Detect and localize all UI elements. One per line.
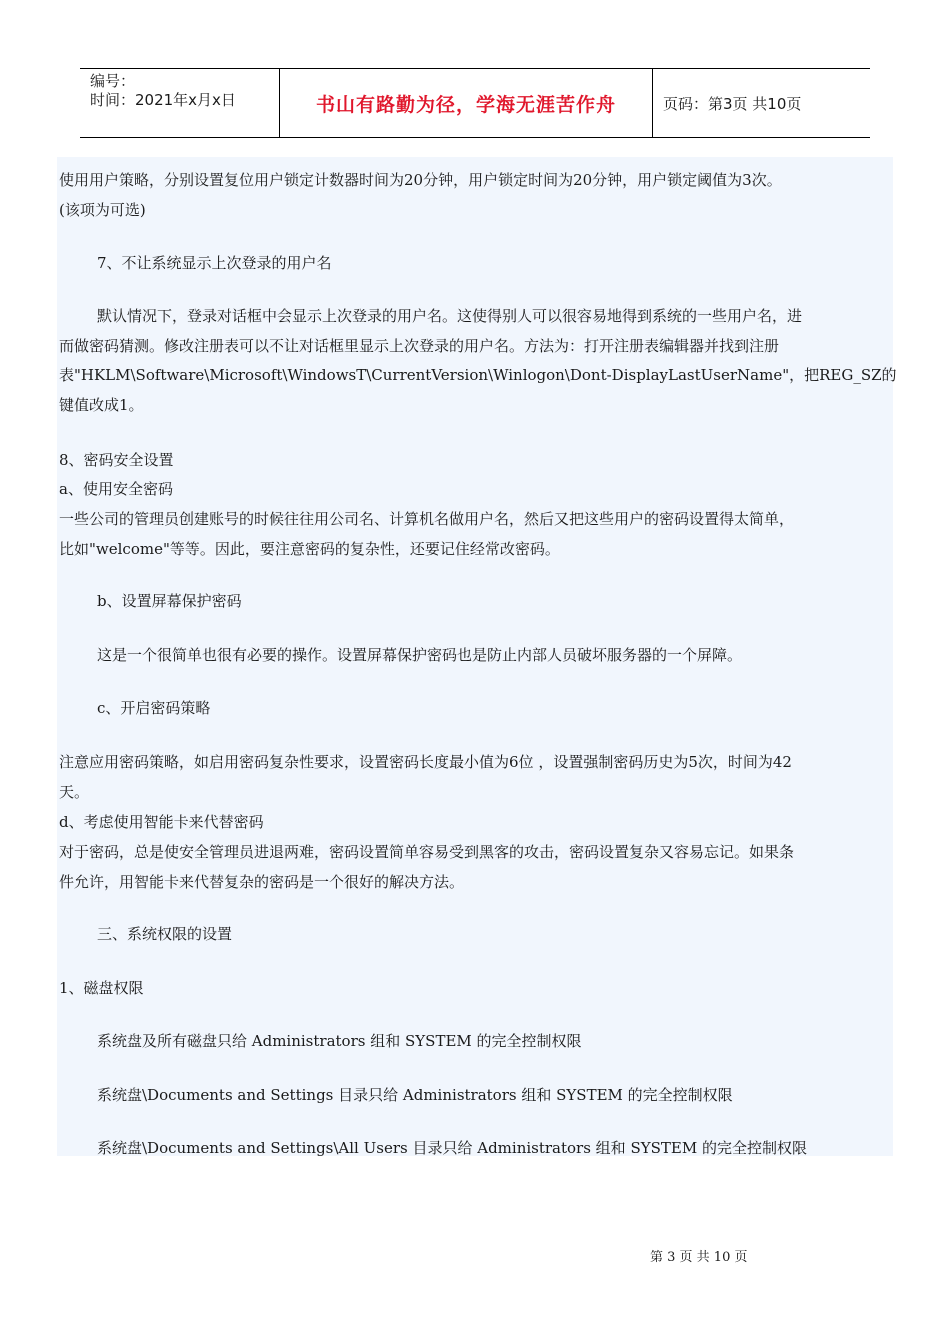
paragraph-line: 表"HKLM\Software\Microsoft\WindowsT\CurrentVersion\Winlogon\Dont-DisplayLastUserName"，把REG_SZ的 xyxy=(59,366,897,384)
paragraph-line: 这是一个很简单也很有必要的操作。设置屏幕保护密码也是防止内部人员破坏服务器的一个屏障。 xyxy=(97,646,743,664)
paragraph-line: 天。 xyxy=(59,783,90,801)
paragraph-line: 系统盘及所有磁盘只给 Administrators 组和 SYSTEM 的完全控制权限 xyxy=(97,1032,582,1050)
subsection-heading: a、使用安全密码 xyxy=(59,480,173,498)
paragraph-line: 件允许，用智能卡来代替复杂的密码是一个很好的解决方法。 xyxy=(59,873,465,891)
paragraph-line: 而做密码猜测。修改注册表可以不让对话框里显示上次登录的用户名。方法为：打开注册表编辑器并找到注册 xyxy=(59,337,780,355)
document-body xyxy=(57,157,897,1157)
paragraph-line: 对于密码，总是使安全管理员进退两难，密码设置简单容易受到黑客的攻击，密码设置复杂又容易忘记。如果条 xyxy=(59,843,795,861)
paragraph-line: 键值改成1。 xyxy=(59,396,144,414)
paragraph-line: 系统盘\Documents and Settings\All Users 目录只给 Administrators 组和 SYSTEM 的完全控制权限 xyxy=(97,1139,807,1157)
section-heading: 三、系统权限的设置 xyxy=(97,925,233,943)
document-header xyxy=(80,68,870,138)
header-meta xyxy=(80,69,280,137)
document-time: 时间：2021年x月x日 xyxy=(90,91,236,109)
header-motto: 书山有路勤为径，学海无涯苦作舟 xyxy=(280,69,653,137)
subsection-heading: d、考虑使用智能卡来代替密码 xyxy=(59,813,264,831)
subsection-heading: b、设置屏幕保护密码 xyxy=(97,592,242,610)
section-heading: 1、磁盘权限 xyxy=(59,979,144,997)
paragraph-line: 使用用户策略，分别设置复位用户锁定计数器时间为20分钟，用户锁定时间为20分钟，用户锁定阈值为3次。 xyxy=(59,171,782,189)
paragraph-line: 比如"welcome"等等。因此，要注意密码的复杂性，还要记住经常改密码。 xyxy=(59,540,560,558)
header-page-info: 页码：第3页 共10页 xyxy=(663,94,802,113)
document-number-label: 编号： xyxy=(90,72,136,90)
paragraph-line: 一些公司的管理员创建账号的时候往往用公司名、计算机名做用户名，然后又把这些用户的密码设置得太简单， xyxy=(59,510,795,528)
section-heading: 8、密码安全设置 xyxy=(59,451,174,469)
page-footer: 第 3 页 共 10 页 xyxy=(650,1250,748,1265)
paragraph-line: 注意应用密码策略，如启用密码复杂性要求，设置密码长度最小值为6位 ，设置强制密码历史为5次，时间为42 xyxy=(59,753,792,771)
subsection-heading: c、开启密码策略 xyxy=(97,699,211,717)
paragraph-line: 默认情况下，登录对话框中会显示上次登录的用户名。这使得别人可以很容易地得到系统的一些用户名，进 xyxy=(97,307,803,325)
section-heading: 7、不让系统显示上次登录的用户名 xyxy=(97,254,332,272)
paragraph-line: (该项为可选) xyxy=(59,201,146,219)
paragraph-line: 系统盘\Documents and Settings 目录只给 Administrators 组和 SYSTEM 的完全控制权限 xyxy=(97,1086,733,1104)
